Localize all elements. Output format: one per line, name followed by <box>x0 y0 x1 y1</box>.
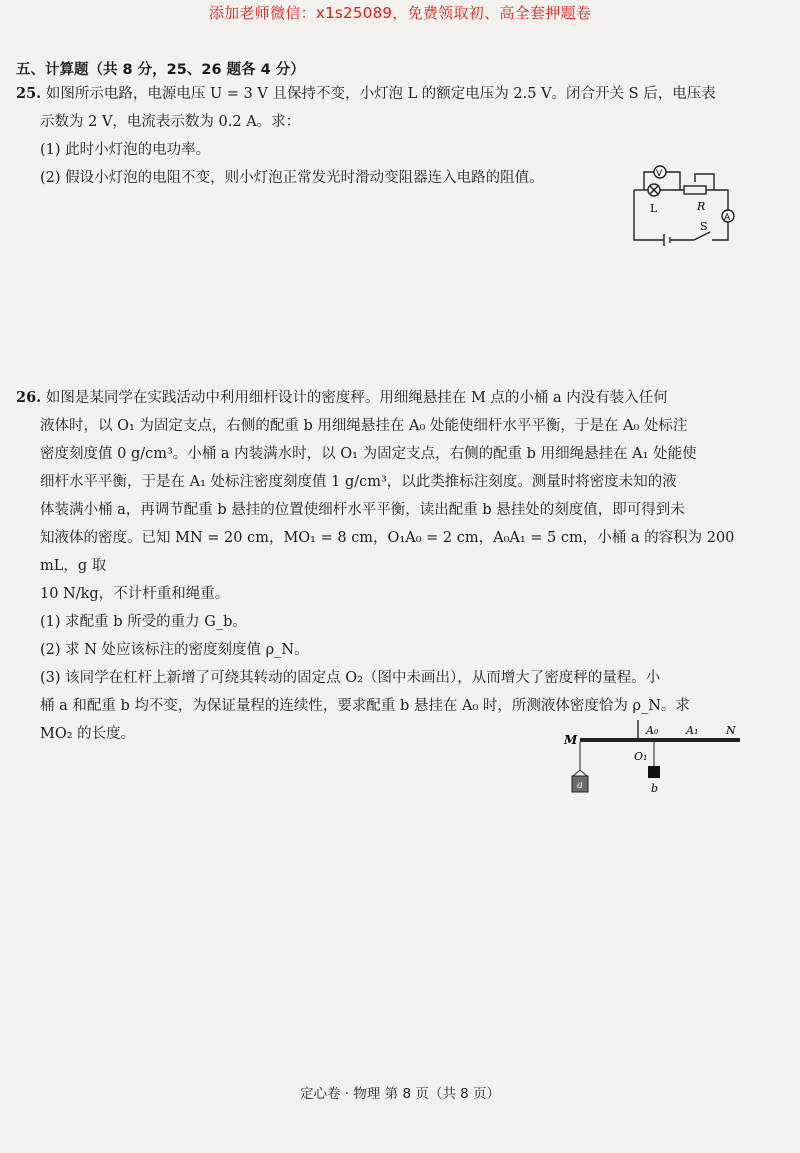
q25-number: 25. <box>16 85 42 102</box>
section-title: 五、计算题（共 8 分，25、26 题各 4 分） <box>16 62 305 78</box>
lever-diagram <box>560 718 750 808</box>
circuit-diagram <box>624 160 744 250</box>
question-26 <box>16 384 736 748</box>
label-N: N <box>726 724 736 737</box>
q26-sub3-line-1: (3) 该同学在杠杆上新增了可绕其转动的固定点 O₂（图中未画出），从而增大了密度秤的量程。小 <box>40 670 661 686</box>
label-b: b <box>651 782 659 795</box>
promo-banner: 添加老师微信：x1s25089，免费领取初、高全套押题卷 <box>208 4 592 22</box>
q25-sub2: (2) 假设小灯泡的电阻不变，则小灯泡正常发光时滑动变阻器连入电路的阻值。 <box>40 170 544 186</box>
q26-line-6: 知液体的密度。已知 MN = 20 cm，MO₁ = 8 cm，O₁A₀ = 2 cm，A₀A₁ = 5 cm，小桶 a 的容积为 200 mL，g 取 <box>40 530 735 574</box>
q26-line-1: 26. 如图是某同学在实践活动中利用细杆设计的密度秤。用细绳悬挂在 M 点的小桶 a 内没有装入任何 <box>16 389 668 406</box>
switch-label: S <box>700 220 708 233</box>
label-A0: A₀ <box>646 724 659 737</box>
page-footer: 定心卷 · 物理 第 8 页（共 8 页） <box>299 1086 500 1102</box>
q26-line-3: 密度刻度值 0 g/cm³。小桶 a 内装满水时，以 O₁ 为固定支点，右侧的配重 b 用细绳悬挂在 A₁ 处能使 <box>40 446 697 462</box>
resistor-label: R <box>697 200 706 213</box>
q26-line-2: 液体时，以 O₁ 为固定支点，右侧的配重 b 用细绳悬挂在 A₀ 处能使细杆水平平衡，于是在 A₀ 处标注 <box>40 418 688 434</box>
q25-line-2: 示数为 2 V，电流表示数为 0.2 A。求： <box>40 114 301 130</box>
q26-sub3-line-3: MO₂ 的长度。 <box>40 726 136 742</box>
label-a: a <box>577 780 583 791</box>
q26-number: 26. <box>16 389 42 406</box>
q26-line-5: 体装满小桶 a，再调节配重 b 悬挂的位置使细杆水平平衡，读出配重 b 悬挂处的刻度值，即可得到未 <box>40 502 685 518</box>
label-M: M <box>564 733 578 747</box>
q25-line-1: 25. 如图所示电路，电源电压 U = 3 V 且保持不变，小灯泡 L 的额定电压为 2.5 V。闭合开关 S 后，电压表 <box>16 85 716 102</box>
lamp-label: L <box>650 202 658 215</box>
lever-rod <box>580 738 740 742</box>
voltmeter-label: V <box>656 169 663 179</box>
q26-sub2: (2) 求 N 处应该标注的密度刻度值 ρ_N。 <box>40 642 309 658</box>
ammeter-label: A <box>724 213 731 223</box>
q26-line-7: 10 N/kg，不计杆重和绳重。 <box>40 586 230 602</box>
weight-b <box>648 766 660 778</box>
q26-line-4: 细杆水平平衡，于是在 A₁ 处标注密度刻度值 1 g/cm³，以此类推标注刻度。测量时将密度未知的液 <box>40 474 677 490</box>
label-O1: O₁ <box>634 750 648 763</box>
q26-sub1: (1) 求配重 b 所受的重力 G_b。 <box>40 614 247 630</box>
label-A1: A₁ <box>686 724 699 737</box>
q26-sub3-line-2: 桶 a 和配重 b 均不变，为保证量程的连续性，要求配重 b 悬挂在 A₀ 时，所测液体密度恰为 ρ_N。求 <box>40 698 690 714</box>
q25-sub1: (1) 此时小灯泡的电功率。 <box>40 142 211 158</box>
